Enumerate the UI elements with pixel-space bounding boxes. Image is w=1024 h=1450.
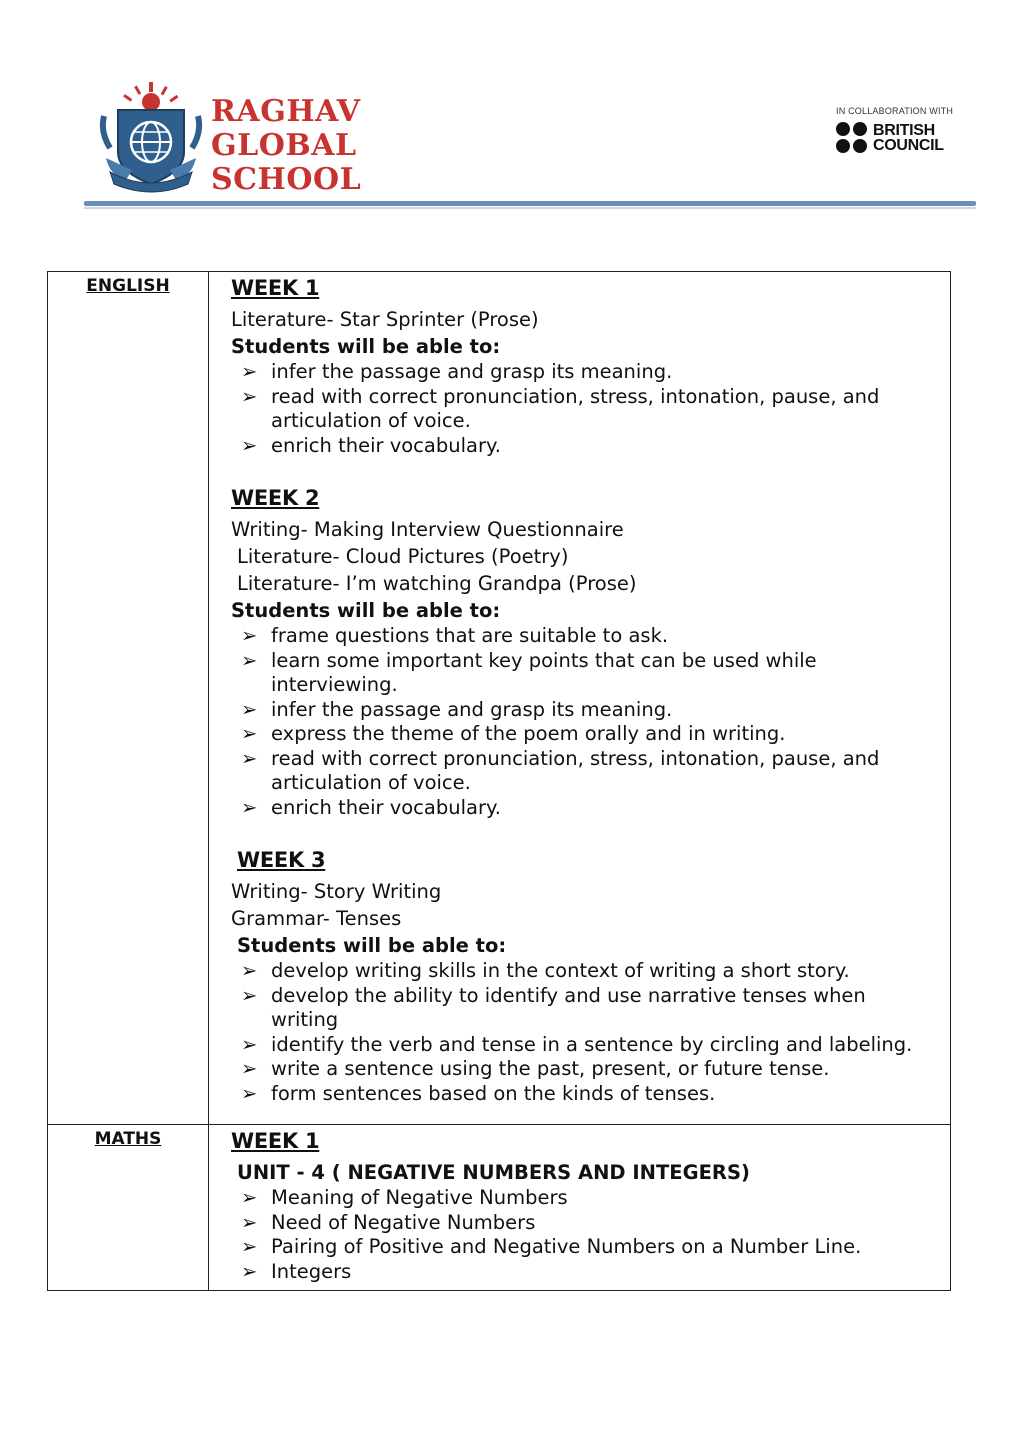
arrow-bullet-icon: ➢ (241, 983, 258, 1007)
topic-line: Grammar- Tenses (231, 907, 402, 930)
week-title: WEEK 3 (237, 848, 326, 872)
arrow-bullet-icon: ➢ (241, 1186, 258, 1209)
school-name (211, 94, 361, 196)
list-item: ➢ identify the verb and tense in a sentence by circling and labeling. (241, 1032, 913, 1056)
list-item: ➢ frame questions that are suitable to ask. (241, 624, 669, 647)
arrow-bullet-icon: ➢ (241, 1081, 258, 1105)
header-divider (84, 201, 976, 206)
subject-label: ENGLISH (86, 276, 170, 296)
arrow-bullet-icon: ➢ (241, 384, 258, 408)
arrow-bullet-icon: ➢ (241, 722, 258, 745)
subject-row-maths (48, 1125, 951, 1291)
collaboration-label: IN COLLABORATION WITH (836, 106, 954, 116)
outcomes-heading: Students will be able to: (231, 335, 501, 358)
topic-line: Literature- Cloud Pictures (Poetry) (237, 545, 569, 568)
topic-line: Writing- Making Interview Questionnaire (231, 518, 624, 541)
arrow-bullet-icon: ➢ (241, 624, 258, 647)
school-crest-logo (96, 72, 206, 194)
list-item: ➢ Integers (241, 1259, 352, 1283)
outcomes-list (231, 959, 930, 1106)
outcomes-list (231, 624, 930, 820)
outcomes-heading: Students will be able to: (237, 934, 507, 957)
topic-line: Literature- Star Sprinter (Prose) (231, 308, 539, 331)
arrow-bullet-icon: ➢ (241, 1032, 258, 1056)
arrow-bullet-icon: ➢ (241, 1235, 258, 1258)
subject-cell (48, 272, 209, 1125)
list-item: ➢ read with correct pronunciation, stress, intonation, pause, and articulation of voice. (241, 384, 880, 432)
list-item: ➢ form sentences based on the kinds of tenses. (241, 1081, 716, 1105)
week-title: WEEK 1 (231, 1129, 320, 1153)
arrow-bullet-icon: ➢ (241, 746, 258, 770)
subject-row-english (48, 272, 951, 1125)
subject-content (209, 1125, 951, 1291)
arrow-bullet-icon: ➢ (241, 360, 258, 383)
british-council-logo (836, 122, 953, 154)
list-item: ➢ enrich their vocabulary. (241, 433, 501, 457)
list-item: ➢ Meaning of Negative Numbers (241, 1186, 568, 1209)
arrow-bullet-icon: ➢ (241, 1057, 258, 1080)
arrow-bullet-icon: ➢ (241, 795, 258, 819)
arrow-bullet-icon: ➢ (241, 648, 258, 672)
topic-line: Writing- Story Writing (231, 880, 442, 903)
outcomes-heading: Students will be able to: (231, 599, 501, 622)
arrow-bullet-icon: ➢ (241, 1210, 258, 1234)
subject-content (209, 272, 951, 1125)
arrow-bullet-icon: ➢ (241, 959, 258, 982)
topic-line: Literature- I’m watching Grandpa (Prose) (237, 572, 637, 595)
partner-name: BRITISH COUNCIL (873, 122, 944, 154)
list-item: ➢ infer the passage and grasp its meaning. (241, 360, 673, 383)
school-name-line: GLOBAL (211, 128, 357, 163)
unit-heading: UNIT - 4 ( NEGATIVE NUMBERS AND INTEGERS) (237, 1161, 750, 1184)
header-divider-shadow (84, 207, 976, 209)
outcomes-list (231, 360, 930, 458)
list-item: ➢ read with correct pronunciation, stress, intonation, pause, and articulation of voice. (241, 746, 880, 794)
arrow-bullet-icon: ➢ (241, 1259, 258, 1283)
arrow-bullet-icon: ➢ (241, 697, 258, 721)
list-item: ➢ develop writing skills in the context of writing a short story. (241, 959, 850, 982)
topics-list (231, 1186, 930, 1284)
list-item: ➢ express the theme of the poem orally and in writing. (241, 722, 786, 745)
week-title: WEEK 2 (231, 486, 320, 510)
subject-cell (48, 1125, 209, 1291)
list-item: ➢ enrich their vocabulary. (241, 795, 501, 819)
school-name-line: RAGHAV (211, 94, 361, 129)
subject-label: MATHS (94, 1129, 162, 1149)
list-item: ➢ write a sentence using the past, present, or future tense. (241, 1057, 830, 1080)
collaboration-block (836, 106, 953, 154)
list-item: ➢ Need of Negative Numbers (241, 1210, 536, 1234)
page-header (0, 0, 1024, 230)
list-item: ➢ learn some important key points that can be used while interviewing. (241, 648, 817, 696)
syllabus-table (47, 271, 951, 1291)
school-name-line: SCHOOL (211, 162, 362, 197)
list-item: ➢ infer the passage and grasp its meaning. (241, 697, 673, 721)
week-title: WEEK 1 (231, 276, 320, 300)
arrow-bullet-icon: ➢ (241, 433, 258, 457)
list-item: ➢ develop the ability to identify and use narrative tenses when writing (241, 983, 866, 1031)
list-item: ➢ Pairing of Positive and Negative Numbers on a Number Line. (241, 1235, 862, 1258)
british-council-dots-icon (836, 122, 868, 154)
